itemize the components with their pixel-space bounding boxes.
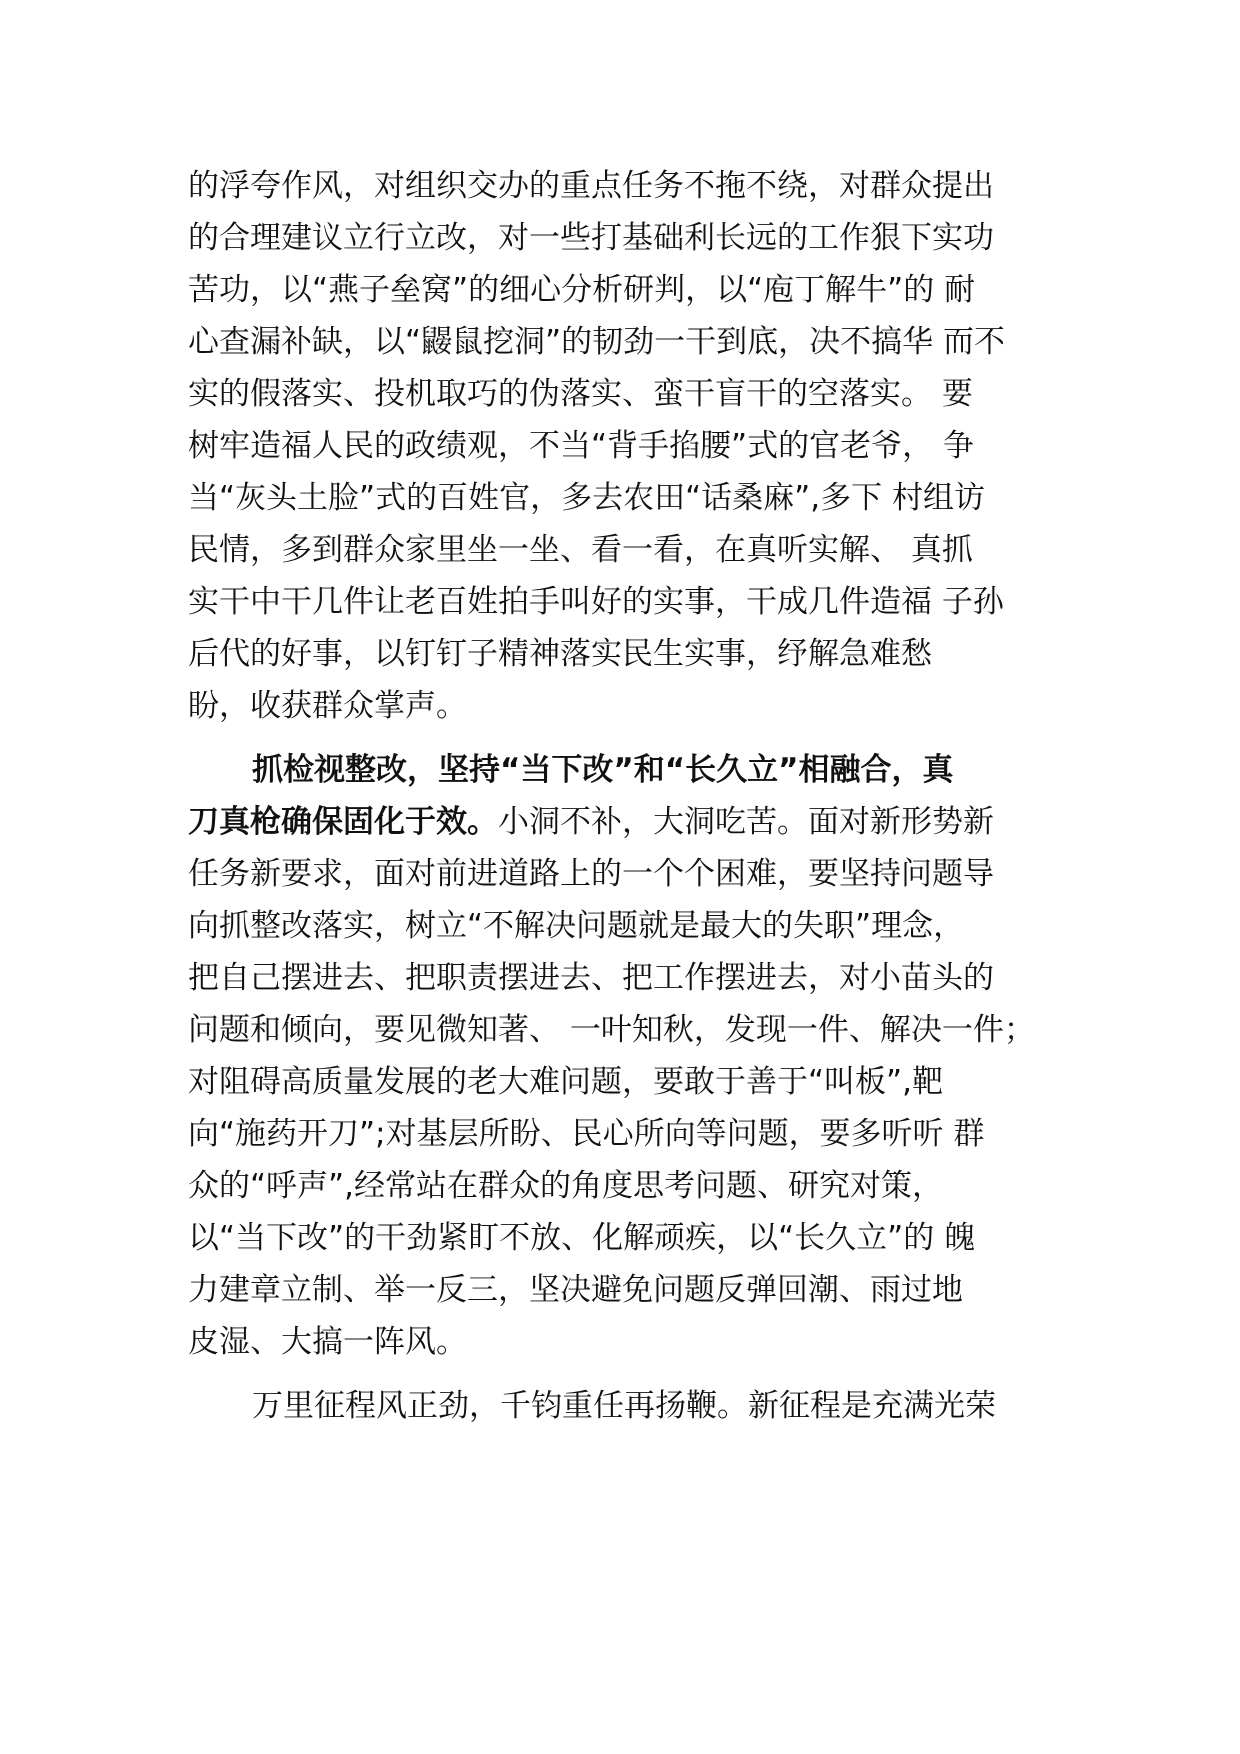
- text-line: [188, 1316, 1068, 1368]
- text-run: 把自己摆进去、把职责摆进去、把工作摆进去，对小苗头的: [188, 960, 994, 996]
- text-run: 对阻碍高质量发展的老大难问题，要敢于善于“叫板”,靶: [188, 1064, 943, 1100]
- text-run: 问题和倾向，要见微知著、 一叶知秋，发现一件、解决一件；: [188, 1012, 1035, 1048]
- text-line: [188, 952, 1068, 1004]
- text-run: 的浮夸作风，对组织交办的重点任务不拖不绕，对群众提出: [188, 168, 994, 204]
- text-line: [188, 212, 1068, 264]
- bold-heading-run: 刀真枪确保固化于效。: [188, 804, 498, 840]
- text-line: [188, 160, 1068, 212]
- paragraph-1: [188, 160, 1068, 732]
- text-run: 向“施药开刀”;对基层所盼、民心所向等问题，要多听听 群: [188, 1116, 985, 1152]
- text-run: 实干中干几件让老百姓拍手叫好的实事，干成几件造福 子孙: [188, 584, 1004, 620]
- text-line: [188, 1380, 1068, 1432]
- text-run: 后代的好事，以钉钉子精神落实民生实事，纾解急难愁: [188, 636, 932, 672]
- text-line: [188, 900, 1068, 952]
- text-run: 任务新要求，面对前进道路上的一个个困难，要坚持问题导: [188, 856, 994, 892]
- text-run: 苦功，以“燕子垒窝”的细心分析研判，以“庖丁解牛”的 耐: [188, 272, 976, 308]
- text-run: 实的假落实、投机取巧的伪落实、蛮干盲干的空落实。 要: [188, 376, 973, 412]
- paragraph-2: [188, 744, 1068, 1368]
- text-run: 民情，多到群众家里坐一坐、看一看，在真听实解、 真抓: [188, 532, 973, 568]
- text-line: [188, 628, 1068, 680]
- text-run: 力建章立制、举一反三，坚决避免问题反弹回潮、雨过地: [188, 1272, 963, 1308]
- text-line: [188, 1108, 1068, 1160]
- text-run: 万里征程风正劲，千钧重任再扬鞭。新征程是充满光荣: [252, 1388, 996, 1424]
- text-line: [188, 576, 1068, 628]
- document-body: [188, 160, 1068, 1432]
- text-line: [188, 1160, 1068, 1212]
- text-line: [188, 1212, 1068, 1264]
- text-line: [188, 316, 1068, 368]
- paragraph-3: [188, 1380, 1068, 1432]
- text-line: [188, 848, 1068, 900]
- bold-heading-run: 抓检视整改，坚持“当下改”和“长久立”相融合，真: [252, 752, 954, 788]
- text-run: 小洞不补，大洞吃苦。面对新形势新: [498, 804, 994, 840]
- text-line: [188, 264, 1068, 316]
- text-run: 以“当下改”的干劲紧盯不放、化解顽疾，以“长久立”的 魄: [188, 1220, 976, 1256]
- text-run: 心查漏补缺，以“鼹鼠挖洞”的韧劲一干到底，决不搞华 而不: [188, 324, 1005, 360]
- text-run: 的合理建议立行立改，对一些打基础利长远的工作狠下实功: [188, 220, 994, 256]
- text-line: [188, 524, 1068, 576]
- text-line: [188, 680, 1068, 732]
- text-run: 盼，收获群众掌声。: [188, 688, 467, 724]
- text-run: 当“灰头土脸”式的百姓官，多去农田“话桑麻”,多下 村组访: [188, 480, 985, 516]
- text-line: [188, 1004, 1068, 1056]
- text-run: 树牢造福人民的政绩观，不当“背手掐腰”式的官老爷， 争: [188, 428, 974, 464]
- text-line: [188, 796, 1068, 848]
- text-line: [188, 744, 1068, 796]
- text-run: 众的“呼声”,经常站在群众的角度思考问题、研究对策，: [188, 1168, 943, 1204]
- text-line: [188, 472, 1068, 524]
- text-line: [188, 1264, 1068, 1316]
- text-run: 向抓整改落实，树立“不解决问题就是最大的失职”理念，: [188, 908, 965, 944]
- text-line: [188, 1056, 1068, 1108]
- text-line: [188, 420, 1068, 472]
- text-run: 皮湿、大搞一阵风。: [188, 1324, 467, 1360]
- text-line: [188, 368, 1068, 420]
